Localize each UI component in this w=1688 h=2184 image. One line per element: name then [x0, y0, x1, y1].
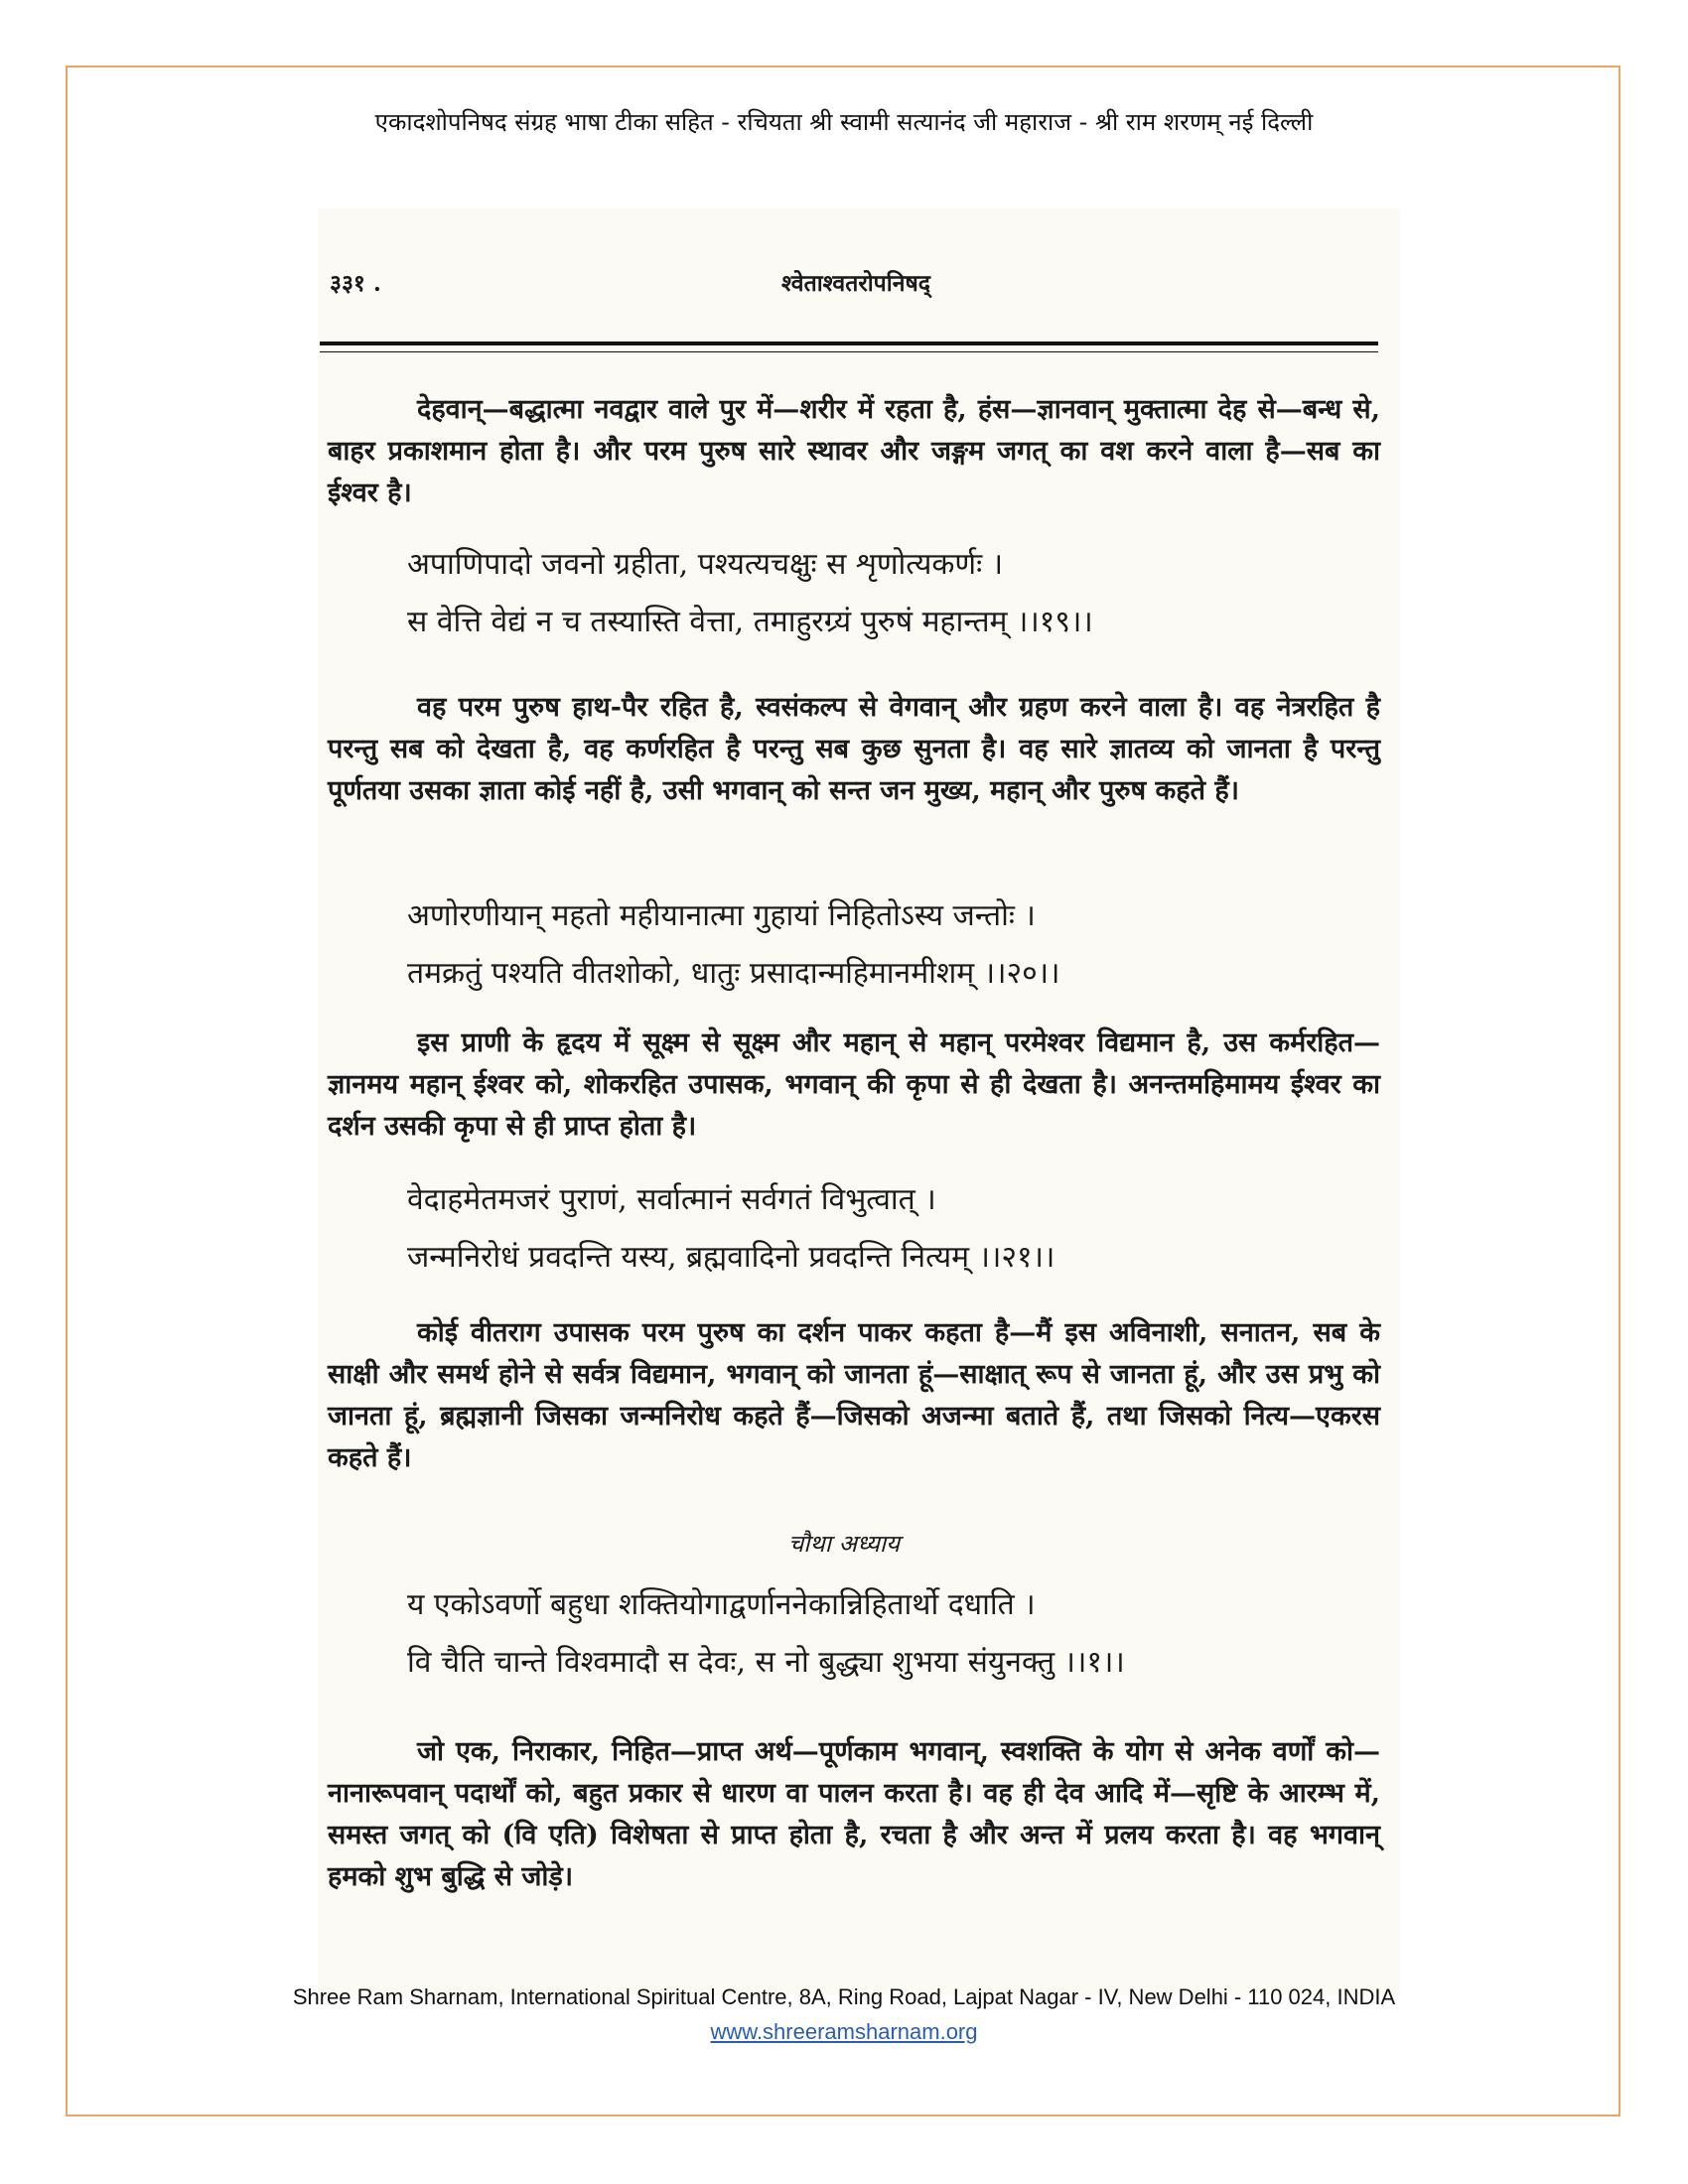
verse-line: वि चैति चान्ते विश्वमादौ स देवः, स नो बुद्ध्या शुभया संयुनक्तु ।।१।। [407, 1645, 1125, 1680]
verse-line: अणोरणीयान् महतो महीयानात्मा गुहायां निहितोऽस्य जन्तोः । [407, 898, 1036, 933]
verse-line: तमक्रतुं पश्यति वीतशोको, धातुः प्रसादान्महिमानमीशम् ।।२०।। [407, 956, 1060, 991]
header-rule [320, 341, 1378, 345]
verse-line: जन्मनिरोधं प्रवदन्ति यस्य, ब्रह्मवादिनो प्रवदन्ति नित्यम् ।।२१।। [407, 1240, 1055, 1275]
footer-link-container [0, 2019, 1688, 2045]
commentary-paragraph [328, 687, 1380, 812]
commentary-paragraph [328, 1023, 1380, 1148]
commentary-paragraph [328, 1731, 1380, 1898]
verse-20 [328, 887, 1460, 1003]
verse-line: य एकोऽवर्णो बहुधा शक्तियोगाद्वर्णाननेकान्निहितार्थो दधाति । [407, 1587, 1036, 1622]
website-link[interactable]: www.shreeramsharnam.org [710, 2019, 978, 2044]
verse-line: वेदाहमेतमजरं पुराणं, सर्वात्मानं सर्वगतं विभुत्वात् । [407, 1182, 936, 1217]
verse-1 [328, 1576, 1460, 1692]
commentary-paragraph [328, 389, 1380, 514]
paragraph-text: वह परम पुरुष हाथ-पैर रहित है, स्वसंकल्प से वेगवान् और ग्रहण करने वाला है। वह नेत्ररहित है परन्तु सब को देखता है, वह कर्णरहित है परन्तु सब कुछ सुनता है। वह सारे ज्ञातव्य को जानता है परन्तु पूर्णतया उसका ज्ञाता कोई नहीं है, उसी भगवान् को सन्त जन मुख्य, महान् और पुरुष कहते हैं। [328, 692, 1380, 806]
footer-address: Shree Ram Sharnam, International Spiritual Centre, 8A, Ring Road, Lajpat Nagar - IV, New Delhi - 110 024, INDIA [292, 1984, 1396, 2009]
verse-line: अपाणिपादो जवनो ग्रहीता, पश्यत्यचक्षुः स शृणोत्यकर्णः । [407, 547, 1004, 582]
paragraph-text: जो एक, निराकार, निहित—प्राप्त अर्थ—पूर्णकाम भगवान्, स्वशक्ति के योग से अनेक वर्णों को—नानारूपवान् पदार्थों को, बहुत प्रकार से धारण वा पालन करता है। वह ही देव आदि में—सृष्टि के आरम्भ में, समस्त जगत् को (वि एति) विशेषता से प्राप्त होता है, रचता है और अन्त में प्रलय करता है। वह भगवान् हमको शुभ बुद्धि से जोड़े। [328, 1736, 1380, 1892]
paragraph-text: इस प्राणी के हृदय में सूक्ष्म से सूक्ष्म और महान् से महान् परमेश्वर विद्यमान है, उस कर्मरहित—ज्ञानमय महान् ईश्वर को, शोकरहित उपासक, भगवान् की कृपा से ही देखता है। अनन्तमहिमामय ईश्वर का दर्शन उसकी कृपा से ही प्राप्त होता है। [328, 1027, 1380, 1142]
document-header: एकादशोपनिषद संग्रह भाषा टीका सहित - रचियता श्री स्वामी सत्यानंद जी महाराज - श्री राम शरणम् नई दिल्ली [374, 108, 1314, 136]
commentary-paragraph [328, 1312, 1380, 1479]
header-rule-thin [320, 351, 1378, 352]
verse-21 [328, 1171, 1460, 1287]
running-title: श्वेताश्वतरोपनिषद् [781, 270, 930, 297]
paragraph-text: देहवान्—बद्धात्मा नवद्वार वाले पुर में—शरीर में रहता है, हंस—ज्ञानवान् मुक्तात्मा देह से—बन्ध से, बाहर प्रकाशमान होता है। और परम पुरुष सारे स्थावर और जङ्गम जगत् का वश करने वाला है—सब का ईश्वर है। [328, 394, 1380, 508]
chapter-heading: चौथा अध्याय [787, 1530, 901, 1558]
verse-19 [328, 536, 1460, 651]
verse-line: स वेत्ति वेद्यं न च तस्यास्ति वेत्ता, तमाहुरग्र्यं पुरुषं महान्तम् ।।१९।। [407, 605, 1093, 639]
page-number: ३३१ . [330, 270, 381, 297]
paragraph-text: कोई वीतराग उपासक परम पुरुष का दर्शन पाकर कहता है—मैं इस अविनाशी, सनातन, सब के साक्षी और समर्थ होने से सर्वत्र विद्यमान, भगवान् को जानता हूं—साक्षात् रूप से जानता हूं, और उस प्रभु को जानता हूं, ब्रह्मज्ञानी जिसका जन्मनिरोध कहते हैं—जिसको अजन्मा बताते हैं, तथा जिसको नित्य—एकरस कहते हैं। [328, 1317, 1380, 1473]
scan-header [320, 266, 1392, 300]
